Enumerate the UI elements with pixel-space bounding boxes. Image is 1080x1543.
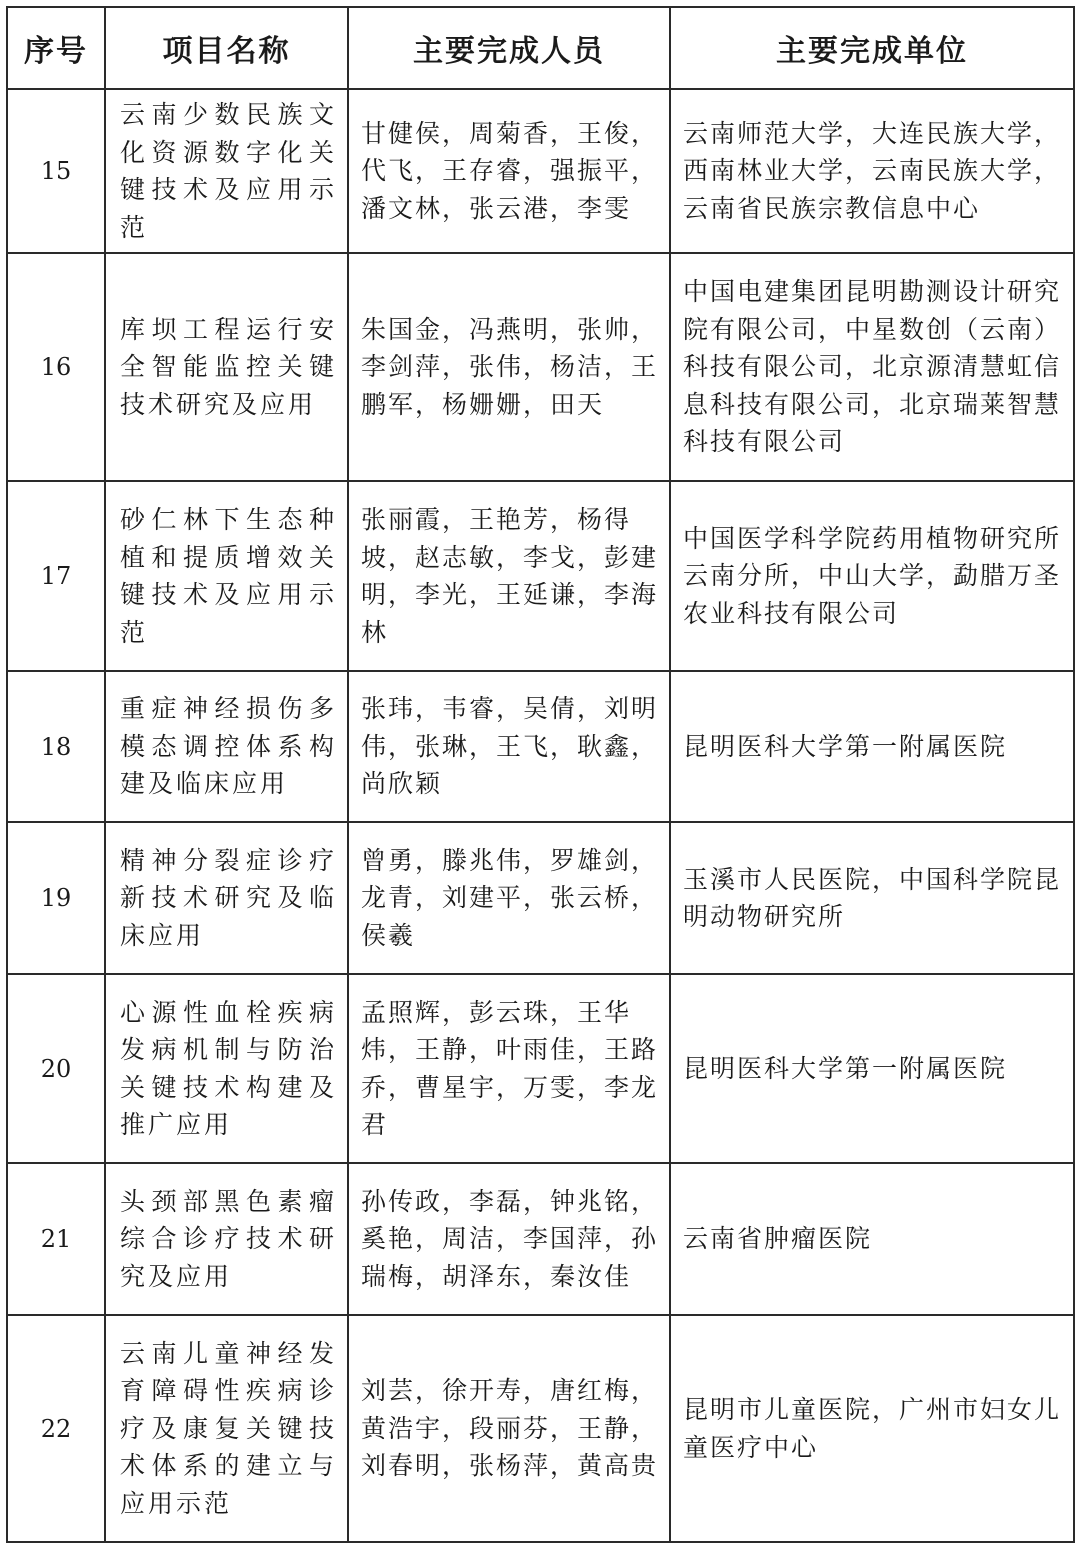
main-units-text: 昆明医科大学第一附属医院 — [683, 731, 1008, 761]
project-name-text: 头颈部黑色素瘤综合诊疗技术研究及应用 — [120, 1186, 337, 1291]
main-units-text: 玉溪市人民医院，中国科学院昆明动物研究所 — [683, 864, 1062, 931]
main-units — [670, 1163, 1074, 1315]
row-index: 20 — [7, 974, 105, 1163]
main-personnel-text: 甘健侯，周菊香，王俊，代飞，王存睿，强振平，潘文林，张云港，李雯 — [361, 118, 659, 223]
award-projects-table — [6, 6, 1075, 1543]
table-row — [7, 671, 1074, 822]
main-units — [670, 253, 1074, 481]
project-name — [105, 671, 348, 822]
main-units — [670, 1315, 1074, 1542]
project-name-text: 重症神经损伤多模态调控体系构建及临床应用 — [120, 694, 337, 799]
project-name — [105, 481, 348, 671]
header-main-personnel: 主要完成人员 — [348, 7, 670, 89]
project-name — [105, 1163, 348, 1315]
main-personnel — [348, 89, 670, 253]
main-personnel — [348, 974, 670, 1163]
main-units — [670, 481, 1074, 671]
project-name — [105, 822, 348, 974]
main-personnel — [348, 253, 670, 481]
row-index: 22 — [7, 1315, 105, 1542]
main-units-text: 云南师范大学，大连民族大学，西南林业大学，云南民族大学，云南省民族宗教信息中心 — [683, 118, 1062, 223]
main-personnel-text: 朱国金，冯燕明，张帅，李剑萍，张伟，杨洁，王鹏军，杨姗姗，田天 — [361, 314, 659, 419]
main-personnel — [348, 1163, 670, 1315]
table-row — [7, 481, 1074, 671]
project-name-text: 心源性血栓疾病发病机制与防治关键技术构建及推广应用 — [120, 997, 337, 1139]
project-name-text: 云南儿童神经发育障碍性疾病诊疗及康复关键技术体系的建立与应用示范 — [120, 1338, 337, 1518]
project-name-text: 云南少数民族文化资源数字化关键技术及应用示范 — [120, 100, 337, 242]
main-units-text: 中国医学科学院药用植物研究所云南分所，中山大学，勐腊万圣农业科技有限公司 — [683, 523, 1062, 628]
project-name — [105, 89, 348, 253]
main-units-text: 昆明医科大学第一附属医院 — [683, 1053, 1008, 1083]
row-index: 18 — [7, 671, 105, 822]
row-index: 17 — [7, 481, 105, 671]
project-name-text: 砂仁林下生态种植和提质增效关键技术及应用示范 — [120, 505, 337, 647]
project-name — [105, 253, 348, 481]
project-name-text: 精神分裂症诊疗新技术研究及临床应用 — [120, 845, 337, 950]
table-header-row — [7, 7, 1074, 89]
main-units-text: 中国电建集团昆明勘测设计研究院有限公司，中星数创（云南）科技有限公司，北京源清慧虹信息科技有限公司，北京瑞莱智慧科技有限公司 — [683, 277, 1062, 457]
main-personnel-text: 孙传政，李磊，钟兆铭，奚艳，周洁，李国萍，孙瑞梅，胡泽东，秦汝佳 — [361, 1186, 659, 1291]
header-index: 序号 — [7, 7, 105, 89]
table-row — [7, 822, 1074, 974]
main-units-text: 云南省肿瘤医院 — [683, 1224, 873, 1254]
project-name — [105, 1315, 348, 1542]
project-name-text: 库坝工程运行安全智能监控关键技术研究及应用 — [120, 314, 337, 419]
main-personnel-text: 张玮，韦睿，吴倩，刘明伟，张琳，王飞，耿鑫，尚欣颖 — [361, 694, 659, 799]
table-row — [7, 1163, 1074, 1315]
header-project-name: 项目名称 — [105, 7, 348, 89]
main-personnel-text: 张丽霞，王艳芳，杨得坡，赵志敏，李戈，彭建明，李光，王延谦，李海林 — [361, 505, 659, 647]
main-personnel-text: 孟照辉，彭云珠，王华炜，王静，叶雨佳，王路乔，曹星宇，万雯，李龙君 — [361, 997, 659, 1139]
row-index: 21 — [7, 1163, 105, 1315]
project-name — [105, 974, 348, 1163]
main-units — [670, 822, 1074, 974]
table-row — [7, 253, 1074, 481]
main-personnel — [348, 1315, 670, 1542]
row-index: 16 — [7, 253, 105, 481]
table-row — [7, 1315, 1074, 1542]
table-row — [7, 89, 1074, 253]
row-index: 19 — [7, 822, 105, 974]
row-index: 15 — [7, 89, 105, 253]
main-personnel — [348, 671, 670, 822]
main-units — [670, 671, 1074, 822]
main-personnel — [348, 481, 670, 671]
main-units — [670, 89, 1074, 253]
main-personnel-text: 刘芸，徐开寿，唐红梅，黄浩宇，段丽芬，王静，刘春明，张杨萍，黄高贵 — [361, 1376, 659, 1481]
main-personnel — [348, 822, 670, 974]
main-units — [670, 974, 1074, 1163]
main-personnel-text: 曾勇，滕兆伟，罗雄剑，龙青，刘建平，张云桥，侯羲 — [361, 845, 659, 950]
table-row — [7, 974, 1074, 1163]
main-units-text: 昆明市儿童医院，广州市妇女儿童医疗中心 — [683, 1395, 1062, 1462]
header-main-units: 主要完成单位 — [670, 7, 1074, 89]
